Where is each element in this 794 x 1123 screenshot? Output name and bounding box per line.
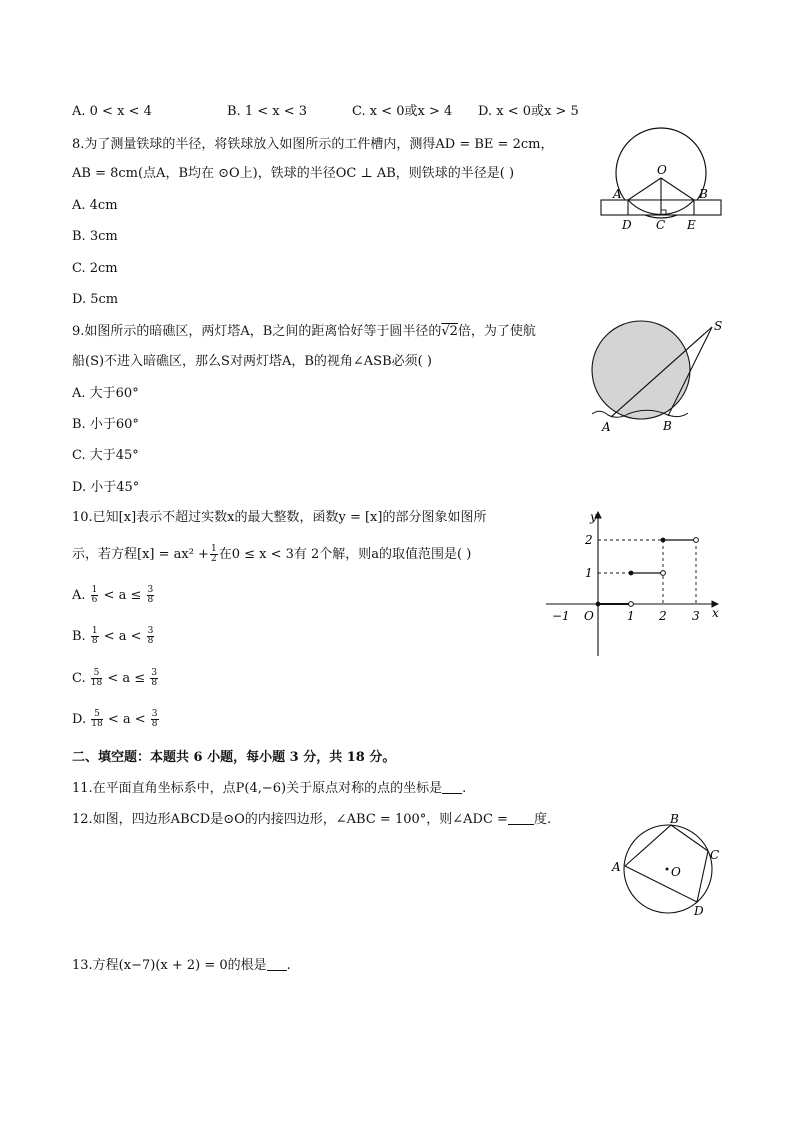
q9-option-c: C. 大于45° (72, 448, 139, 463)
q13-stem: 13.方程(x−7)(x + 2) = 0的根是 . (72, 958, 291, 973)
q8-label-c: C (656, 218, 666, 232)
section2-heading: 二、填空题：本题共 6 小题，每小题 3 分，共 18 分。 (72, 750, 396, 765)
q7-option-d: D. x < 0或x > 5 (478, 104, 579, 119)
q9-sqrt2: √2 (441, 324, 458, 339)
q12-label-d: D (694, 904, 704, 918)
q9-label-a: A (602, 420, 611, 434)
q10-stem-line2: 示，若方程[x] = ax² + $\frac{1}{2}$ 在0 ≤ x < 3有 2个解，则a的取值范围是( ) (72, 544, 472, 564)
q10-label-x1: 1 (627, 609, 635, 623)
q10-label-y: y (590, 510, 597, 524)
q12-label-a: A (612, 860, 621, 874)
q9-label-b: B (663, 419, 672, 433)
q9-reef-circle (592, 321, 690, 419)
q7-option-a: A. 0 < x < 4 (72, 104, 152, 119)
q9-stem-line1: 9.如图所示的暗礁区，两灯塔A，B之间的距离恰好等于圆半径的√2倍，为了使航 (72, 324, 536, 339)
q10-label-y1: 1 (585, 566, 593, 580)
q12-answer-blank (508, 812, 534, 825)
q8-stem-line1: 8.为了测量铁球的半径，将铁球放入如图所示的工件槽内，测得AD = BE = 2cm， (72, 137, 554, 152)
q8-label-a: A (613, 187, 622, 201)
q12-stem: 12.如图，四边形ABCD是⊙O的内接四边形，∠ABC = 100°，则∠ADC = 度. (72, 812, 552, 827)
q9-option-a: A. 大于60° (72, 386, 139, 401)
q8-option-d: D. 5cm (72, 292, 119, 307)
q12-label-o: O (671, 865, 681, 879)
q10-label-xm1: −1 (552, 609, 570, 623)
q8-label-o: O (657, 163, 667, 177)
q8-label-b: B (699, 187, 708, 201)
q9-option-d: D. 小于45° (72, 480, 140, 495)
q8-option-c: C. 2cm (72, 261, 118, 276)
q11-answer-blank (442, 781, 462, 794)
q13-answer-blank (267, 958, 287, 971)
q10-option-d: D. $\frac{5}{18}$ < a < $\frac{3}{8}$ (72, 709, 158, 729)
q11-stem: 11.在平面直角坐标系中，点P(4,−6)关于原点对称的点的坐标是 . (72, 781, 467, 796)
q10-label-y2: 2 (585, 533, 593, 547)
q10-label-x2: 2 (659, 609, 667, 623)
q8-option-a: A. 4cm (72, 198, 118, 213)
q7-option-c: C. x < 0或x > 4 (352, 104, 453, 119)
q10-option-a: A. $\frac{1}{6}$ < a ≤ $\frac{3}{8}$ (72, 585, 154, 605)
q12-quadrilateral-abcd (625, 825, 708, 902)
q12-label-b: B (670, 812, 679, 826)
q10-label-x: x (712, 606, 719, 620)
q10-label-origin: O (584, 609, 594, 623)
q7-option-b: B. 1 < x < 3 (227, 104, 308, 119)
q8-label-e: E (687, 218, 696, 232)
q12-center-dot (666, 868, 669, 871)
q10-option-c: C. $\frac{5}{18}$ < a ≤ $\frac{3}{8}$ (72, 668, 158, 688)
q9-option-b: B. 小于60° (72, 417, 139, 432)
q8-label-d: D (622, 218, 632, 232)
q12-figure (606, 812, 726, 922)
q12-label-c: C (710, 848, 720, 862)
q9-figure (588, 318, 728, 436)
q10-step-graph (540, 506, 730, 658)
q10-stem-line1: 10.已知[x]表示不超过实数x的最大整数，函数y = [x]的部分图象如图所 (72, 510, 487, 525)
q8-stem-line2: AB = 8cm(点A，B均在 ⊙O上)，铁球的半径OC ⊥ AB，则铁球的半径是( ) (72, 166, 515, 181)
q10-option-b: B. $\frac{1}{8}$ < a < $\frac{3}{8}$ (72, 626, 154, 646)
q8-figure (596, 126, 726, 236)
q10-label-x3: 3 (692, 609, 700, 623)
q10-frac-half: $\frac{1}{2}$ (210, 544, 217, 564)
q9-label-s: S (714, 319, 723, 333)
q8-option-b: B. 3cm (72, 229, 118, 244)
q9-stem-line2: 船(S)不进入暗礁区，那么S对两灯塔A，B的视角∠ASB必须( ) (72, 354, 432, 369)
